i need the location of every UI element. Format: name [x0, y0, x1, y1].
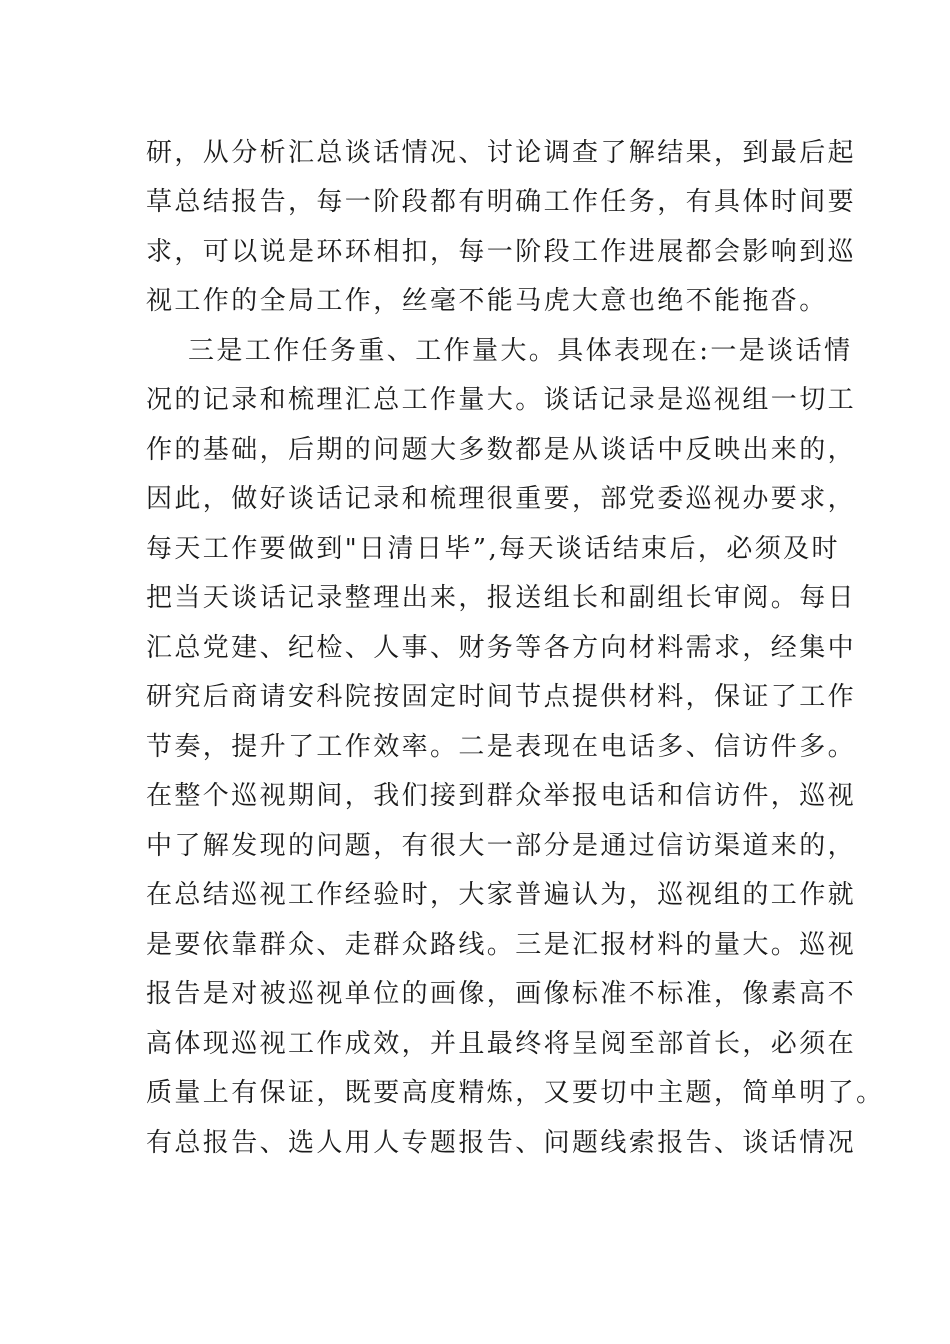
- text-line: 况的记录和梳理汇总工作量大。谈话记录是巡视组一切工: [146, 385, 857, 415]
- text-line: 求，可以说是环环相扣，每一阶段工作进展都会影响到巡: [146, 237, 857, 267]
- text-line: 作的基础，后期的问题大多数都是从谈话中反映出来的，: [146, 435, 857, 465]
- text-line: 汇总党建、纪检、人事、财务等各方向材料需求，经集中: [146, 633, 857, 663]
- text-line: 报告是对被巡视单位的画像，画像标准不标准，像素高不: [146, 979, 857, 1009]
- text-line: 把当天谈话记录整理出来，报送组长和副组长审阅。每日: [146, 583, 857, 613]
- text-line: 研，从分析汇总谈话情况、讨论调查了解结果，到最后起: [146, 138, 857, 168]
- text-line: 研究后商请安科院按固定时间节点提供材料，保证了工作: [146, 682, 857, 712]
- text-line: 草总结报告，每一阶段都有明确工作任务，有具体时间要: [146, 187, 857, 217]
- text-line: 在总结巡视工作经验时，大家普遍认为，巡视组的工作就: [146, 880, 857, 910]
- text-line: 有总报告、选人用人专题报告、问题线索报告、谈话情况: [146, 1128, 857, 1158]
- text-line: 高体现巡视工作成效，并且最终将呈阅至部首长，必须在: [146, 1029, 857, 1059]
- text-line: 节奏，提升了工作效率。二是表现在电话多、信访件多。: [146, 732, 857, 762]
- text-line: 每天工作要做到"日清日毕”,每天谈话结束后，必须及时: [146, 534, 840, 564]
- text-line: 因此，做好谈话记录和梳理很重要，部党委巡视办要求，: [146, 484, 857, 514]
- text-line: 是要依靠群众、走群众路线。三是汇报材料的量大。巡视: [146, 930, 857, 960]
- text-line: 视工作的全局工作，丝毫不能马虎大意也绝不能拖沓。: [146, 286, 828, 316]
- paragraph-first-line: 三是工作任务重、工作量大。具体表现在:一是谈话情: [188, 336, 853, 366]
- text-line: 在整个巡视期间，我们接到群众举报电话和信访件，巡视: [146, 781, 857, 811]
- text-line: 质量上有保证，既要高度精炼，又要切中主题，简单明了。: [146, 1078, 885, 1108]
- text-line: 中了解发现的问题，有很大一部分是通过信访渠道来的，: [146, 831, 857, 861]
